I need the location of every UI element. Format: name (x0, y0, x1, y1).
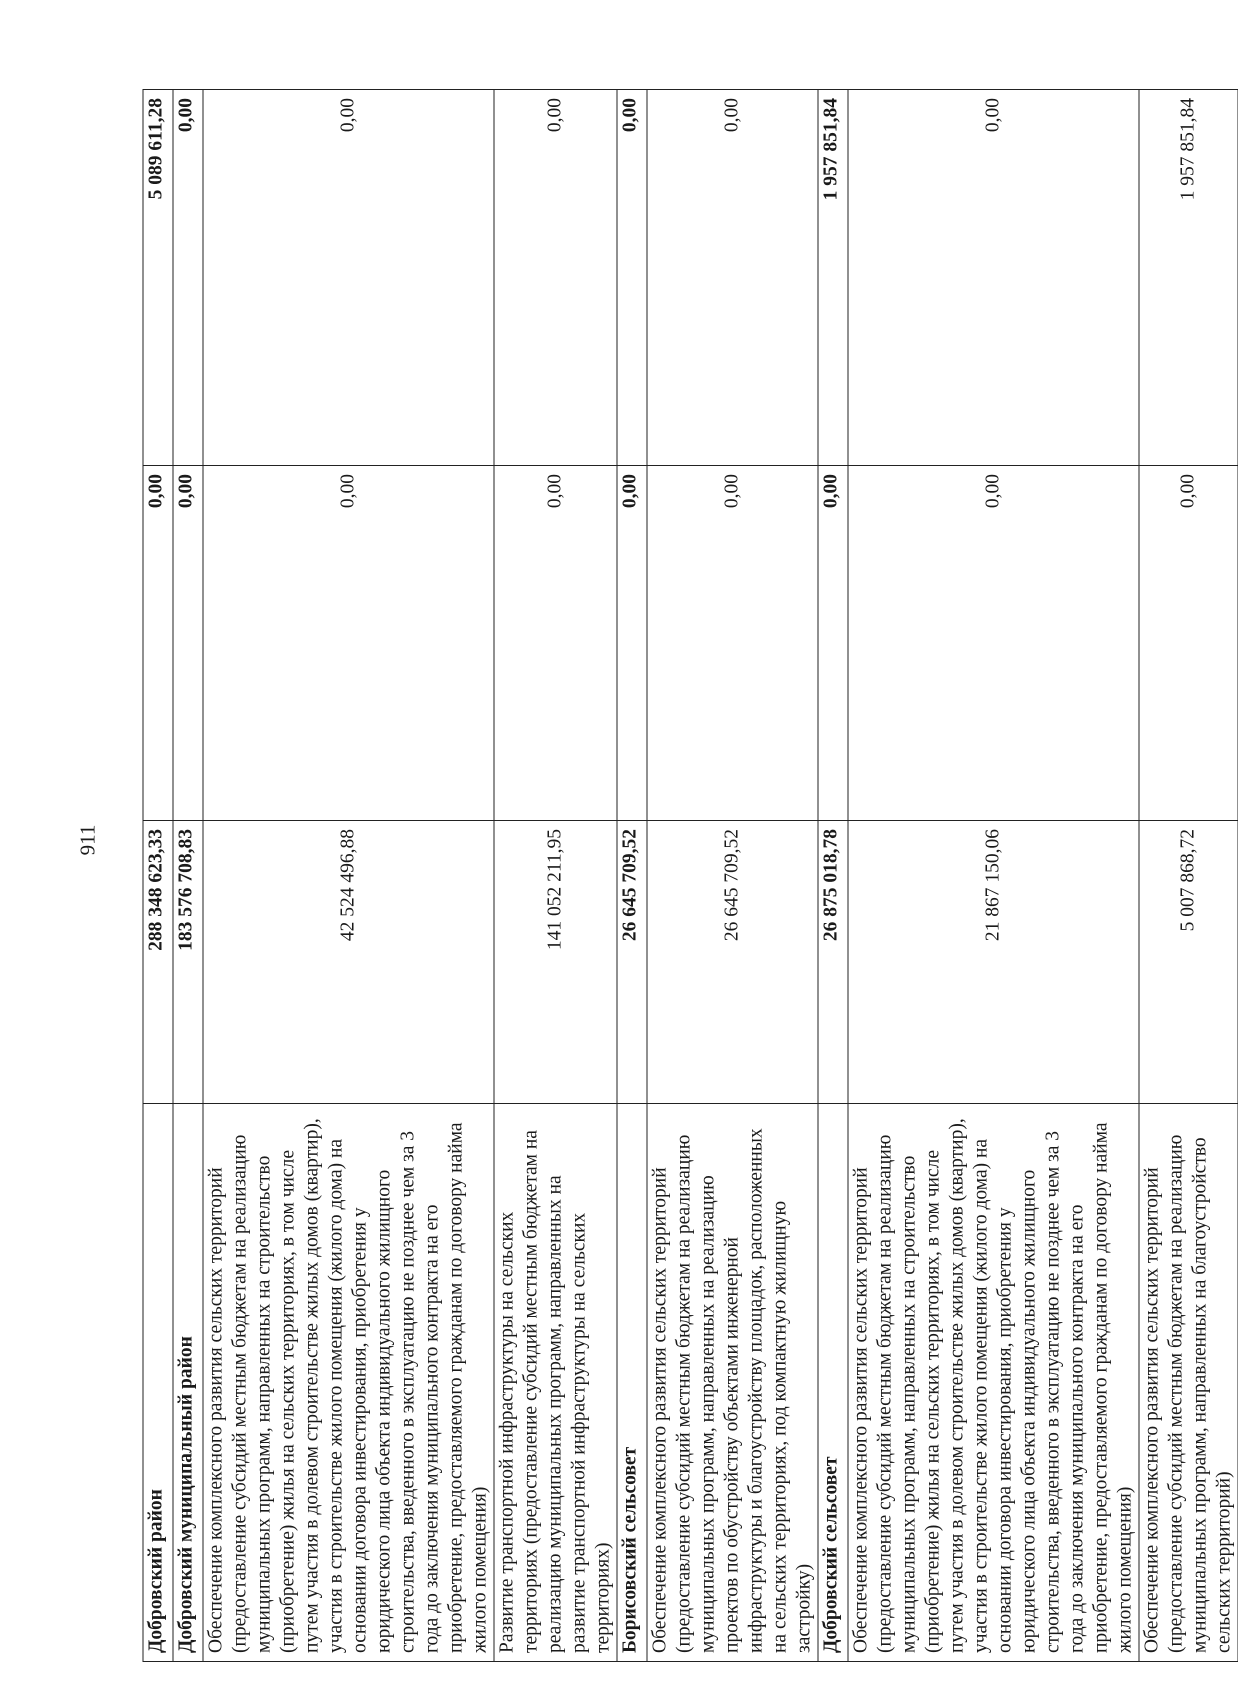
budget-table (142, 89, 1238, 1662)
amount-cell-2: 0,00 (617, 466, 647, 821)
row-name-cell: Обеспечение комплексного развития сельских территорий (предоставление субсидий местным бюджетам на реализацию муниципальных программ, направленных на благоустройство сельских территорий) (1139, 1104, 1238, 1662)
amount-cell-3: 0,00 (647, 90, 818, 466)
amount-cell-1: 42 524 496,88 (203, 821, 494, 1104)
amount-cell-2: 0,00 (848, 466, 1139, 821)
row-name-cell: Добровский муниципальный район (173, 1104, 203, 1662)
table-row (647, 90, 818, 1662)
amount-cell-3: 0,00 (617, 90, 647, 466)
table-row (203, 90, 494, 1662)
table-row (617, 90, 647, 1662)
row-name-cell: Добровский район (143, 1104, 173, 1662)
amount-cell-3: 1 957 851,84 (1139, 90, 1238, 466)
amount-cell-1: 21 867 150,06 (848, 821, 1139, 1104)
amount-cell-1: 141 052 211,95 (494, 821, 617, 1104)
amount-cell-2: 0,00 (818, 466, 848, 821)
amount-cell-1: 26 645 709,52 (647, 821, 818, 1104)
amount-cell-2: 0,00 (143, 466, 173, 821)
page-number: 911 (75, 824, 100, 856)
table-row (848, 90, 1139, 1662)
row-name-cell: Борисовский сельсовет (617, 1104, 647, 1662)
amount-cell-1: 288 348 623,33 (143, 821, 173, 1104)
amount-cell-1: 183 576 708,83 (173, 821, 203, 1104)
amount-cell-2: 0,00 (203, 466, 494, 821)
row-name-cell: Обеспечение комплексного развития сельских территорий (предоставление субсидий местным бюджетам на реализацию муниципальных программ, направленных на реализацию проектов по обустройству объектами инженерной инфраструктуры и благоустройству площадок, расположенных на сельских территориях, под компактную жилищную застройку) (647, 1104, 818, 1662)
amount-cell-2: 0,00 (494, 466, 617, 821)
budget-table-container (142, 90, 1234, 1662)
amount-cell-3: 5 089 611,28 (143, 90, 173, 466)
amount-cell-3: 1 957 851,84 (818, 90, 848, 466)
amount-cell-1: 26 645 709,52 (617, 821, 647, 1104)
table-row (173, 90, 203, 1662)
amount-cell-1: 26 875 018,78 (818, 821, 848, 1104)
amount-cell-3: 0,00 (494, 90, 617, 466)
table-row (1139, 90, 1238, 1662)
row-name-cell: Добровский сельсовет (818, 1104, 848, 1662)
amount-cell-2: 0,00 (173, 466, 203, 821)
row-name-cell: Обеспечение комплексного развития сельских территорий (предоставление субсидий местным бюджетам на реализацию муниципальных программ, направленных на строительство (приобретение) жилья на сельских территориях, в том числе путем участия в долевом строительстве жилых домов (квартир), участия в строительстве жилого помещения (жилого дома) на основании договора инвестирования, приобретения у юридического лица объекта индивидуального жилищного строительства, введенного в эксплуатацию не позднее чем за 3 года до заключения муниципального контракта на его приобретение, предоставляемого гражданам по договору найма жилого помещения) (848, 1104, 1139, 1662)
amount-cell-1: 5 007 868,72 (1139, 821, 1238, 1104)
amount-cell-3: 0,00 (203, 90, 494, 466)
amount-cell-2: 0,00 (1139, 466, 1238, 821)
amount-cell-2: 0,00 (647, 466, 818, 821)
table-row (818, 90, 848, 1662)
table-row (494, 90, 617, 1662)
amount-cell-3: 0,00 (848, 90, 1139, 466)
table-row (143, 90, 173, 1662)
row-name-cell: Обеспечение комплексного развития сельских территорий (предоставление субсидий местным бюджетам на реализацию муниципальных программ, направленных на строительство (приобретение) жилья на сельских территориях, в том числе путем участия в долевом строительстве жилых домов (квартир), участия в строительстве жилого помещения (жилого дома) на основании договора инвестирования, приобретения у юридического лица объекта индивидуального жилищного строительства, введенного в эксплуатацию не позднее чем за 3 года до заключения муниципального контракта на его приобретение, предоставляемого гражданам по договору найма жилого помещения) (203, 1104, 494, 1662)
amount-cell-3: 0,00 (173, 90, 203, 466)
row-name-cell: Развитие транспортной инфраструктуры на сельских территориях (предоставление субсидий местным бюджетам на реализацию муниципальных программ, направленных на развитие транспортной инфраструктуры на сельских территориях) (494, 1104, 617, 1662)
